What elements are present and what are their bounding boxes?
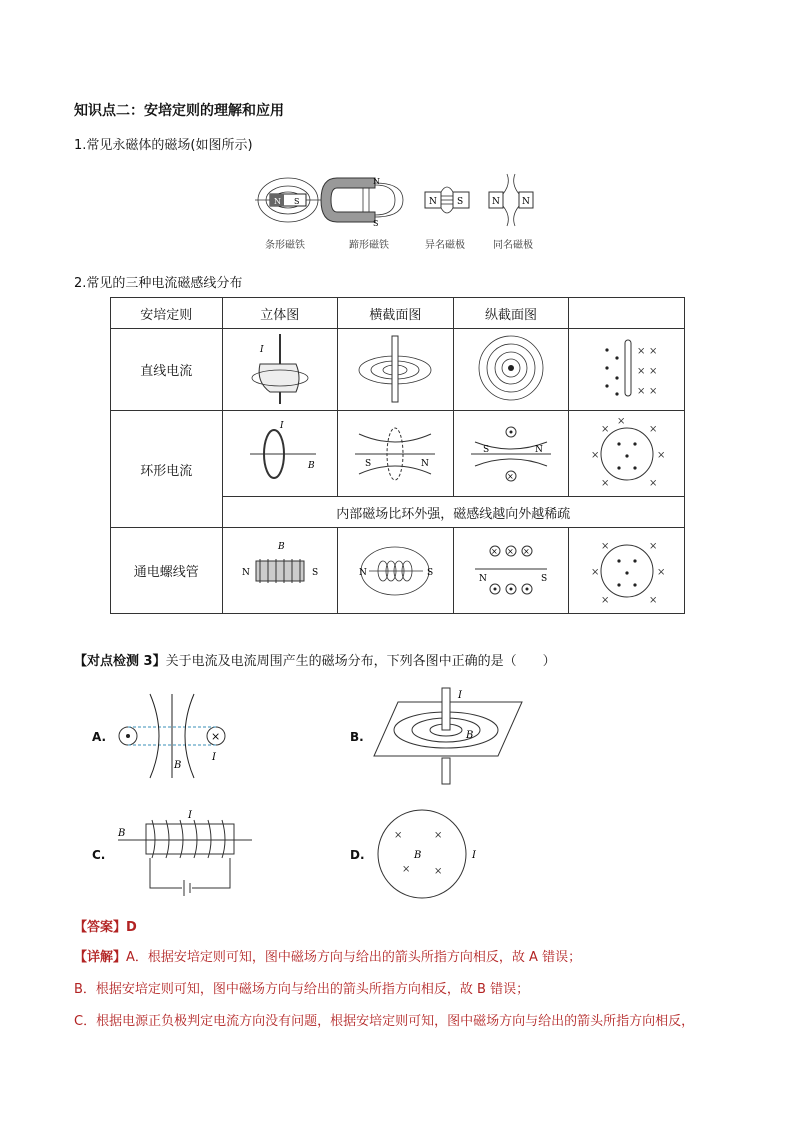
svg-text:N: N <box>359 567 368 578</box>
svg-text:×: × <box>600 540 610 552</box>
svg-text:N: N <box>522 197 530 207</box>
header-3d: 立体图 <box>222 298 338 329</box>
solenoid-3d-figure <box>222 528 338 614</box>
svg-text:×: × <box>523 546 530 556</box>
svg-text:×: × <box>648 540 658 552</box>
svg-text:×: × <box>590 449 600 461</box>
explanation-line-2: B．根据安培定则可知，图中磁场方向与给出的箭头所指方向相反，故 B 错误； <box>74 982 530 997</box>
option-b-figure <box>370 686 530 786</box>
svg-text:N: N <box>274 197 281 206</box>
caption-bar-magnet: 条形磁铁 <box>265 240 305 251</box>
solenoid-dots-crosses-figure <box>569 528 685 614</box>
svg-text:B: B <box>277 541 285 552</box>
svg-text:N: N <box>535 444 543 455</box>
loop-dots-crosses-figure <box>569 411 685 497</box>
svg-text:×: × <box>648 594 658 606</box>
svg-text:×: × <box>648 423 658 435</box>
straight-longitudinal-figure <box>453 329 569 411</box>
svg-text:I: I <box>279 420 284 431</box>
svg-text:×: × <box>656 566 666 578</box>
permanent-magnet-figures <box>255 170 545 230</box>
header-ampere-rule: 安培定则 <box>111 298 223 329</box>
question <box>74 650 556 669</box>
svg-text:N: N <box>421 458 430 469</box>
option-d-label: D. <box>350 848 365 862</box>
svg-text:S: S <box>541 573 548 584</box>
explanation-label: 【详解】 <box>74 950 127 965</box>
header-blank <box>569 298 685 329</box>
loop-cross-figure <box>338 411 454 497</box>
svg-text:×: × <box>211 730 221 743</box>
svg-text:×: × <box>648 477 658 489</box>
svg-text:×: × <box>434 830 443 841</box>
svg-text:S: S <box>373 219 379 228</box>
svg-text:×: × <box>600 594 610 606</box>
explanation-line-3: C．根据电源正负极判定电流方向没有问题，根据安培定则可知，图中磁场方向与给出的箭头所指方向相反， <box>74 1014 695 1029</box>
loop-3d-figure <box>222 411 338 497</box>
loop-longitudinal-figure <box>453 411 569 497</box>
svg-text:S: S <box>311 567 318 578</box>
svg-text:I: I <box>259 344 264 355</box>
svg-text:B: B <box>118 828 126 839</box>
option-a-figure <box>112 690 232 780</box>
option-d-figure <box>372 808 492 904</box>
solenoid-longitudinal-figure <box>453 528 569 614</box>
svg-text:S: S <box>294 197 300 206</box>
svg-text:S: S <box>365 458 372 469</box>
straight-cross-figure <box>338 329 454 411</box>
svg-text:B: B <box>414 850 422 861</box>
straight-dots-crosses-figure <box>569 329 685 411</box>
svg-text:N: N <box>492 197 500 207</box>
option-c-figure <box>112 808 262 900</box>
option-b-label: B. <box>350 730 364 744</box>
svg-text:I: I <box>458 690 462 701</box>
svg-text:I: I <box>472 850 476 861</box>
svg-text:I: I <box>188 810 192 821</box>
svg-text:I: I <box>212 752 216 763</box>
option-a-label: A. <box>92 730 107 744</box>
svg-text:×: × <box>507 471 514 481</box>
svg-text:B: B <box>466 730 474 741</box>
section-title: 知识点二：安培定则的理解和应用 <box>74 103 284 119</box>
svg-text:N: N <box>373 177 380 186</box>
svg-text:S: S <box>427 567 434 578</box>
svg-text:×: × <box>648 365 658 377</box>
caption-horseshoe-magnet: 蹄形磁铁 <box>349 240 389 251</box>
explanation-line-1 <box>74 946 581 965</box>
row-straight-current: 直线电流 <box>111 329 223 411</box>
svg-text:×: × <box>434 866 443 877</box>
svg-text:×: × <box>656 449 666 461</box>
svg-text:B: B <box>174 760 182 771</box>
svg-text:×: × <box>636 345 646 357</box>
row-loop-current: 环形电流 <box>111 411 223 528</box>
svg-text:×: × <box>636 385 646 397</box>
item2-heading: 2.常见的三种电流磁感线分布 <box>74 276 243 291</box>
svg-text:×: × <box>394 830 403 841</box>
straight-3d-figure <box>222 329 338 411</box>
svg-text:×: × <box>590 566 600 578</box>
svg-text:×: × <box>507 546 514 556</box>
svg-text:B: B <box>307 460 315 471</box>
caption-like-poles: 同名磁极 <box>493 240 533 251</box>
explanation-text-1: A．根据安培定则可知，图中磁场方向与给出的箭头所指方向相反，故 A 错误； <box>126 950 582 965</box>
svg-text:×: × <box>636 365 646 377</box>
svg-text:×: × <box>616 415 626 427</box>
svg-text:×: × <box>600 477 610 489</box>
svg-text:S: S <box>457 197 464 207</box>
row-solenoid: 通电螺线管 <box>111 528 223 614</box>
svg-text:S: S <box>483 444 490 455</box>
loop-note: 内部磁场比环外强，磁感线越向外越稀疏 <box>222 497 685 528</box>
current-field-table <box>110 297 685 614</box>
solenoid-cross-figure <box>338 528 454 614</box>
svg-text:×: × <box>648 385 658 397</box>
question-text: 关于电流及电流周围产生的磁场分布，下列各图中正确的是（ ） <box>165 654 556 669</box>
option-c-label: C. <box>92 848 106 862</box>
svg-text:N: N <box>479 573 487 584</box>
header-cross-section: 横截面图 <box>338 298 454 329</box>
svg-text:N: N <box>241 567 250 578</box>
svg-text:×: × <box>648 345 658 357</box>
question-prefix: 【对点检测 3】 <box>74 654 166 669</box>
item1-heading: 1.常见永磁体的磁场(如图所示) <box>74 138 253 153</box>
header-longitudinal: 纵截面图 <box>453 298 569 329</box>
svg-text:×: × <box>402 864 411 875</box>
svg-text:×: × <box>491 546 498 556</box>
answer <box>74 916 137 935</box>
answer-value: D <box>126 920 137 935</box>
svg-text:×: × <box>600 423 610 435</box>
svg-text:N: N <box>429 197 437 207</box>
caption-opposite-poles: 异名磁极 <box>425 240 465 251</box>
answer-label: 【答案】 <box>74 920 127 935</box>
